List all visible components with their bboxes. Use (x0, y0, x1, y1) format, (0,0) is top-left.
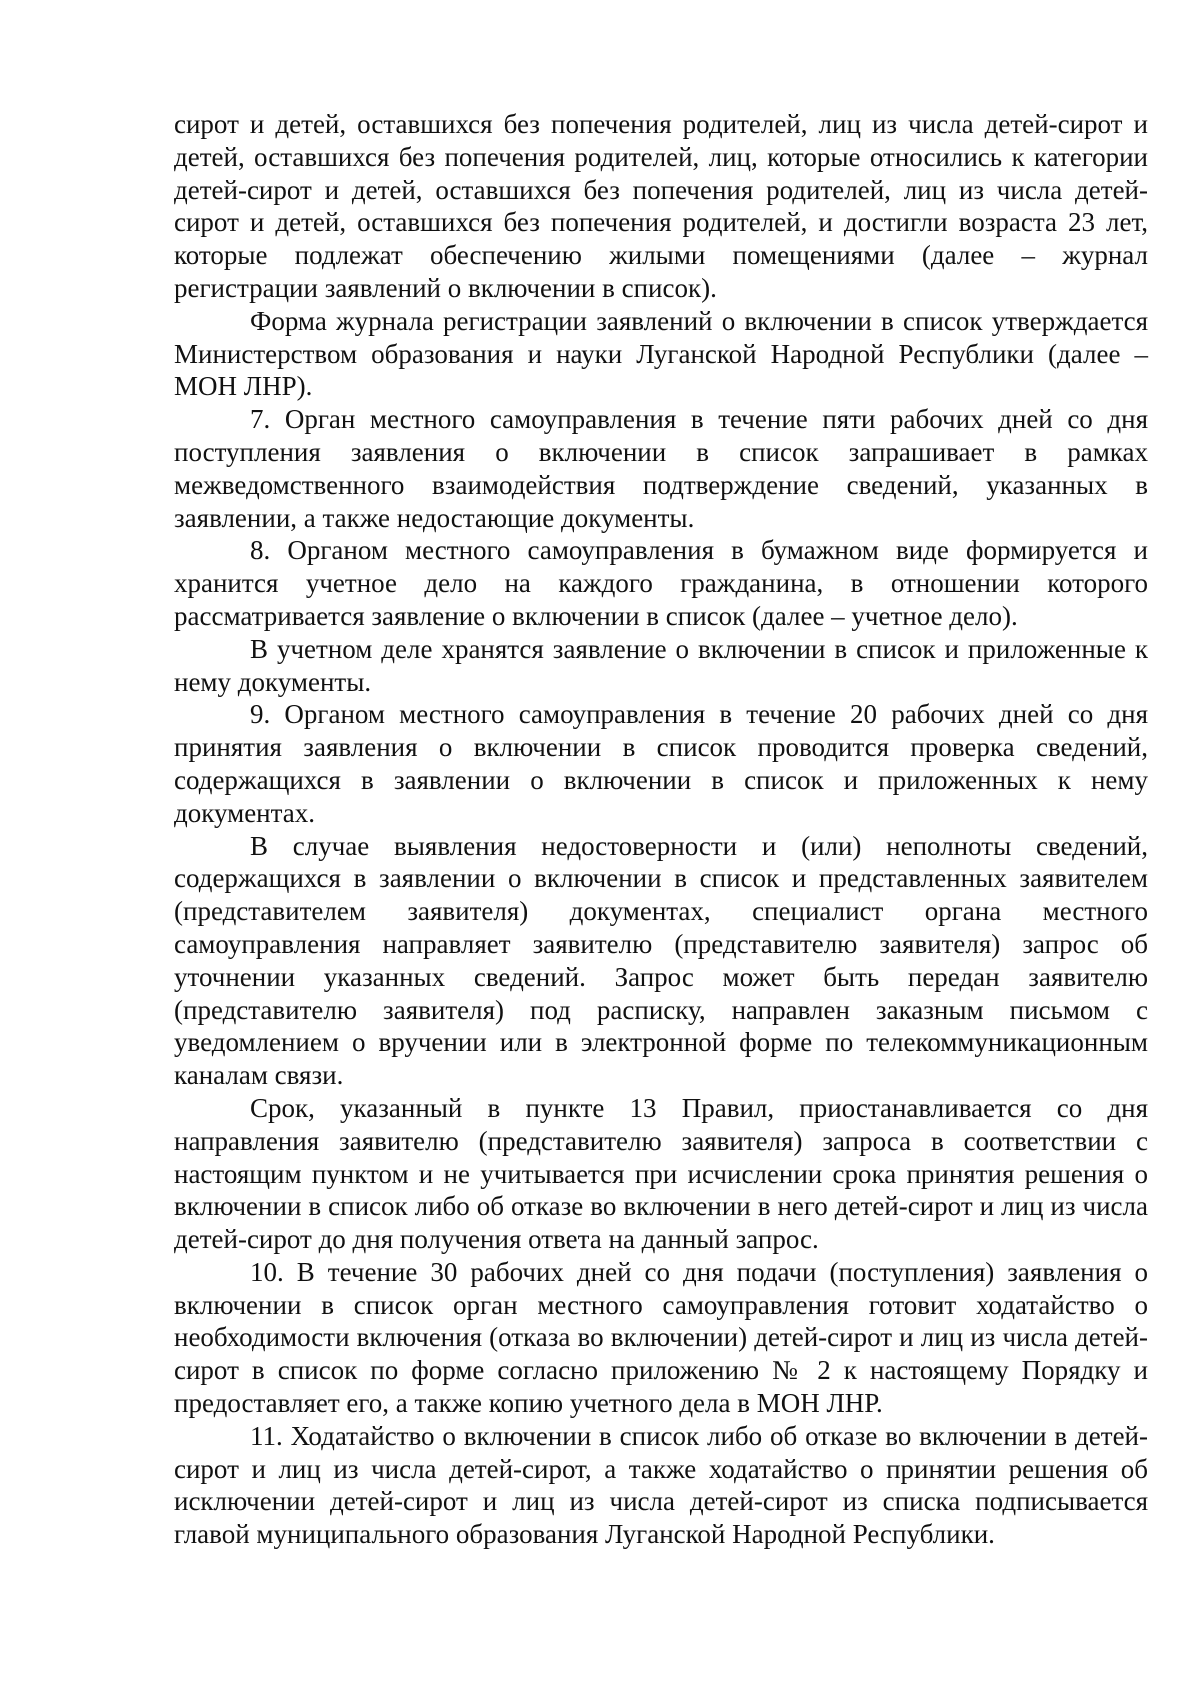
paragraph-clause-8-record-contents: В учетном деле хранятся заявление о включении в список и приложенные к нему документы. (174, 633, 1148, 697)
document-page (174, 108, 1148, 1551)
paragraph-clause-9: 9. Органом местного самоуправления в течение 20 рабочих дней со дня принятия заявления о включении в список проводится проверка сведений, содержащихся в заявлении о включении в список и приложенных к нему документах. (174, 699, 1148, 828)
paragraph-journal-form: Форма журнала регистрации заявлений о включении в список утверждается Министерством образования и науки Луганской Народной Республики (далее – МОН ЛНР). (174, 305, 1148, 402)
paragraph-clause-11: 11. Ходатайство о включении в список либо об отказе во включении в детей-сирот и лиц из числа детей-сирот, а также ходатайство о принятии решения об исключении детей-сирот и лиц из числа детей-сирот из списка подписывается главой муниципального образования Луганской Народной Республики. (174, 1420, 1148, 1550)
paragraph-clause-9-deadline: Срок, указанный в пункте 13 Правил, приостанавливается со дня направления заявителю (представителю заявителя) запроса в соответствии с настоящим пунктом и не учитывается при исчислении срока принятия решения о включении в список либо об отказе во включении в него детей-сирот и лиц из числа детей-сирот до дня получения ответа на данный запрос. (174, 1092, 1148, 1255)
paragraph-clause-10: 10. В течение 30 рабочих дней со дня подачи (поступления) заявления о включении в список орган местного самоуправления готовит ходатайство о необходимости включения (отказа во включении) детей-сирот и лиц из числа детей-сирот в список по форме согласно приложению № 2 к настоящему Порядку и предоставляет его, а также копию учетного дела в МОН ЛНР. (174, 1256, 1148, 1419)
paragraph-clause-9-inaccuracy: В случае выявления недостоверности и (или) неполноты сведений, содержащихся в заявлении о включении в список и представленных заявителем (представителем заявителя) документах, специалист органа местного самоуправления направляет заявителю (представителю заявителя) запрос об уточнении указанных сведений. Запрос может быть передан заявителю (представителю заявителя) под расписку, направлен заказным письмом с уведомлением о вручении или в электронной форме по телекоммуникационным каналам связи. (174, 830, 1148, 1091)
paragraph-clause-8: 8. Органом местного самоуправления в бумажном виде формируется и хранится учетное дело на каждого гражданина, в отношении которого рассматривается заявление о включении в список (далее – учетное дело). (174, 535, 1148, 631)
paragraph-clause-7: 7. Орган местного самоуправления в течение пяти рабочих дней со дня поступления заявления о включении в список запрашивает в рамках межведомственного взаимодействия подтверждение сведений, указанных в заявлении, а также недостающие документы. (174, 404, 1148, 533)
paragraph-continuation: сирот и детей, оставшихся без попечения родителей, лиц из числа детей-сирот и детей, оставшихся без попечения родителей, лиц, которые относились к категории детей-сирот и детей, оставшихся без попечения родителей, лиц из числа детей-сирот и детей, оставшихся без попечения родителей, и достигли возраста 23 лет, которые подлежат обеспечению жилыми помещениями (далее – журнал регистрации заявлений о включении в список). (174, 109, 1148, 303)
